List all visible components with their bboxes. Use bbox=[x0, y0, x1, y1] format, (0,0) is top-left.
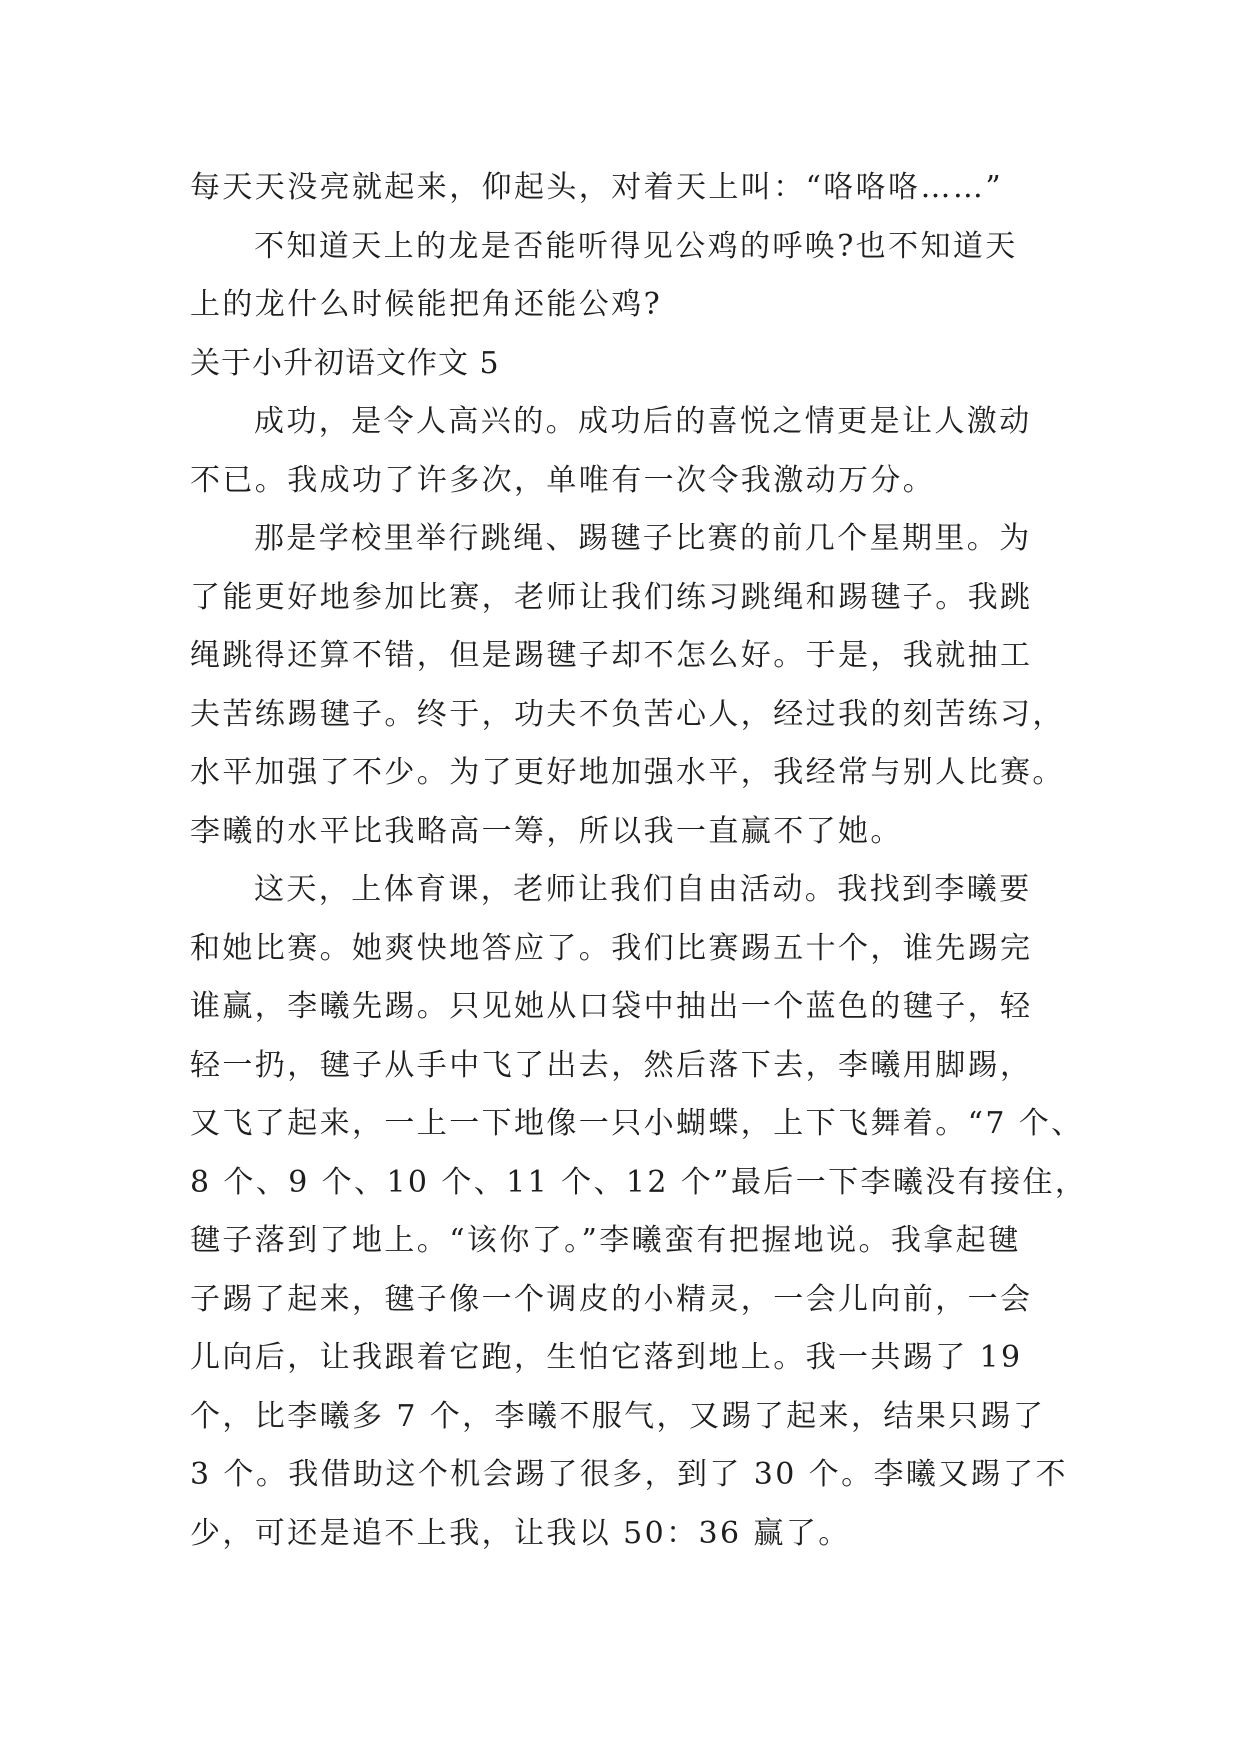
text-line: 上的龙什么时候能把角还能公鸡? bbox=[190, 287, 663, 322]
text-line: 夫苦练踢毽子。终于，功夫不负苦心人，经过我的刻苦练习， bbox=[190, 696, 1065, 732]
text-line: 儿向后，让我跟着它跑，生怕它落到地上。我一共踢了 19 bbox=[190, 1340, 1023, 1375]
text-line: 和她比赛。她爽快地答应了。我们比赛踢五十个，谁先踢完 bbox=[190, 930, 1033, 966]
text-line: 绳跳得还算不错，但是踢毽子却不怎么好。于是，我就抽工 bbox=[190, 638, 1033, 673]
paragraph-first-line: 这天，上体育课，老师让我们自由活动。我找到李曦要 bbox=[254, 872, 1032, 907]
text-line: 3 个。我借助这个机会踢了很多，到了 30 个。李曦又踢了不 bbox=[190, 1457, 1068, 1492]
text-line: 水平加强了不少。为了更好地加强水平，我经常与别人比赛。 bbox=[190, 755, 1065, 790]
text-line: 李曦的水平比我略高一筹，所以我一直赢不了她。 bbox=[190, 813, 903, 849]
paragraph-first-line: 成功，是令人高兴的。成功后的喜悦之情更是让人激动 bbox=[254, 404, 1032, 439]
paragraph-first-line: 那是学校里举行跳绳、踢毽子比赛的前几个星期里。为 bbox=[254, 521, 1032, 556]
text-line: 不已。我成功了许多次，单唯有一次令我激动万分。 bbox=[190, 462, 936, 498]
text-line: 子踢了起来，毽子像一个调皮的小精灵，一会儿向前，一会 bbox=[190, 1281, 1033, 1317]
text-line: 少，可还是追不上我，让我以 50：36 赢了。 bbox=[190, 1515, 851, 1551]
text-line: 个，比李曦多 7 个，李曦不服气，又踢了起来，结果只踢了 bbox=[190, 1398, 1046, 1434]
text-line: 毽子落到了地上。“该你了。”李曦蛮有把握地说。我拿起毽 bbox=[190, 1223, 1021, 1258]
text-line: 谁赢，李曦先踢。只见她从口袋中抽出一个蓝色的毽子，轻 bbox=[190, 989, 1033, 1024]
text-line: 又飞了起来，一上一下地像一只小蝴蝶，上下飞舞着。“7 个、 bbox=[190, 1106, 1084, 1141]
text-line: 8 个、9 个、10 个、11 个、12 个”最后一下李曦没有接住， bbox=[190, 1164, 1088, 1200]
essay-text bbox=[190, 159, 1088, 1563]
text-line: 了能更好地参加比赛，老师让我们练习跳绳和踢毽子。我跳 bbox=[190, 579, 1033, 615]
section-heading: 关于小升初语文作文 5 bbox=[190, 345, 500, 381]
paragraph-first-line: 不知道天上的龙是否能听得见公鸡的呼唤?也不知道天 bbox=[254, 228, 1018, 264]
text-line: 轻一扔，毽子从手中飞了出去，然后落下去，李曦用脚踢， bbox=[190, 1047, 1033, 1083]
text-line: 每天天没亮就起来，仰起头，对着天上叫：“咯咯咯……” bbox=[190, 170, 1004, 205]
